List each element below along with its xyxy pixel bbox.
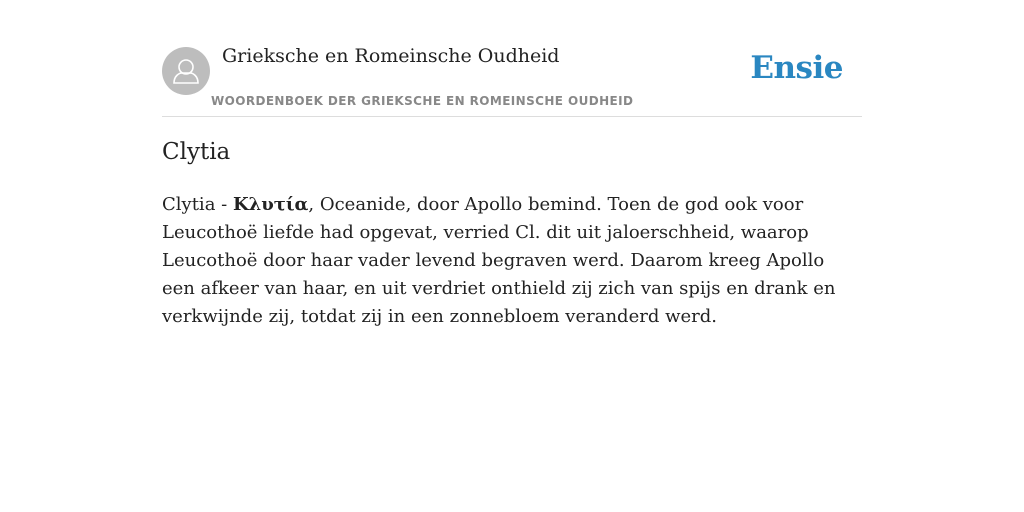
entry-lemma: Clytia: [162, 194, 216, 215]
source-subtitle: WOORDENBOEK DER GRIEKSCHE EN ROMEINSCHE OUDHEID: [211, 94, 634, 108]
entry-title: Clytia: [162, 139, 231, 165]
entry-greek-name: Κλυτία: [232, 194, 309, 215]
entry-separator: -: [215, 194, 233, 215]
source-header: [162, 0, 862, 117]
avatar[interactable]: [162, 47, 210, 95]
entry-page: [162, 0, 862, 327]
entry-text: , Oceanide, door Apollo bemind. Toen de god ook voor Leucothoë liefde had opgevat, verried Cl. dit uit jaloerschheid, waarop Leucothoë door haar vader levend begraven werd. Daarom kreeg Apollo een afkeer van haar, en uit verdriet onthield zij zich van spijs en drank en verkwijnde zij, totdat zij in een zonnebloem veranderd werd.: [162, 194, 836, 327]
brand-logo[interactable]: Ensie: [750, 50, 843, 86]
source-title[interactable]: Grieksche en Romeinsche Oudheid: [222, 45, 560, 67]
user-silhouette-icon: [162, 47, 210, 95]
entry-body: [162, 191, 862, 331]
